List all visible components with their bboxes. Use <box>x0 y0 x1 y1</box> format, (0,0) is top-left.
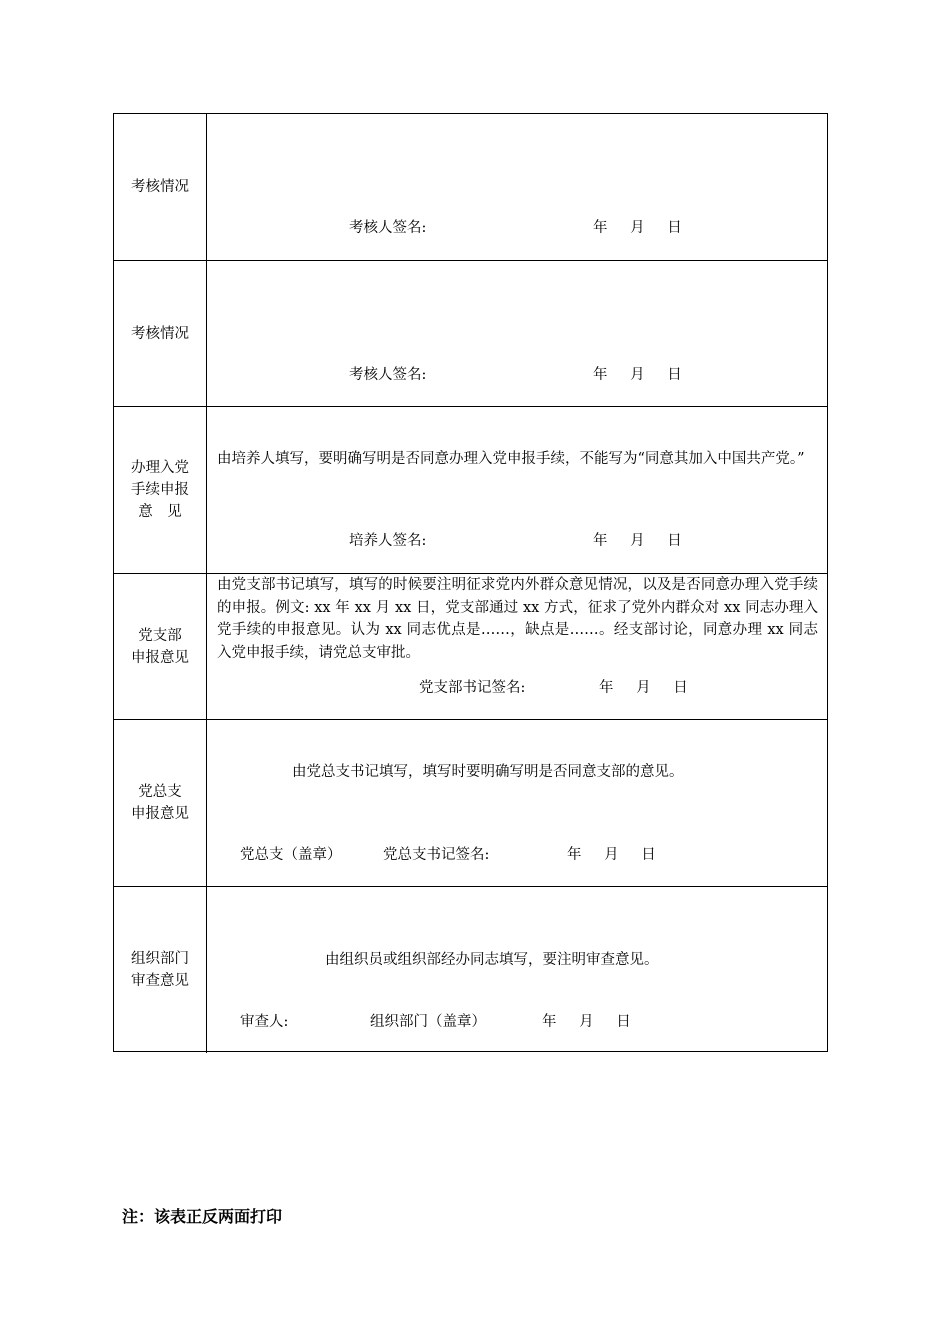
row-label <box>114 887 207 1053</box>
review-row-1 <box>114 114 827 260</box>
date-label: 年 月 日 <box>593 533 682 549</box>
label-line: 意 见 <box>138 504 182 520</box>
date-label: 年 月 日 <box>542 1014 631 1030</box>
date-label: 年 月 日 <box>593 367 682 383</box>
instruction-text: 由组织员或组织部经办同志填写，要注明审查意见。 <box>325 952 659 968</box>
label-line: 申报意见 <box>131 806 189 822</box>
organization-stamp-label: 组织部门（盖章） <box>370 1014 486 1030</box>
label-line: 考核情况 <box>131 325 189 342</box>
content-cell <box>207 114 827 260</box>
general-secretary-signature-label: 党总支书记签名: <box>383 847 490 863</box>
content-cell <box>207 407 827 573</box>
application-form-table <box>113 113 828 1052</box>
general-branch-stamp-label: 党总支（盖章） <box>240 847 342 863</box>
label-line: 组织部门 <box>131 951 189 967</box>
label-line: 考核情况 <box>131 179 189 195</box>
general-branch-opinion-row <box>114 719 827 886</box>
reviewer-signature-label: 考核人签名: <box>349 367 427 383</box>
label-line: 党总支 <box>138 784 182 800</box>
branch-secretary-signature-label: 党支部书记签名: <box>419 680 526 696</box>
content-cell <box>207 261 827 406</box>
organization-review-row <box>114 886 827 1053</box>
label-line: 手续申报 <box>131 482 189 498</box>
content-cell <box>207 887 827 1053</box>
row-label <box>114 720 207 886</box>
row-label <box>114 114 207 260</box>
date-label: 年 月 日 <box>567 847 656 863</box>
content-cell <box>207 574 827 719</box>
date-label: 年 月 日 <box>599 680 688 696</box>
label-line: 办理入党 <box>131 460 189 476</box>
instruction-text: 由培养人填写，要明确写明是否同意办理入党申报手续，不能写为“同意其加入中国共产党。” <box>217 451 805 467</box>
sponsor-opinion-row <box>114 406 827 573</box>
date-label: 年 月 日 <box>593 220 682 236</box>
label-line: 党支部 <box>138 627 182 644</box>
instruction-text: 由党支部书记填写，填写的时候要注明征求党内外群众意见情况，以及是否同意办理入党手续的申报。例文: xx 年 xx 月 xx 日，党支部通过 xx 方式，征求了党外内群众对 xx 同志办理入党手续的申报意见。认为 xx 同志优点是……，缺点是……。经支部讨论，同意办理 xx 同志入党申报手续，请党总支审批。 <box>217 577 818 661</box>
instruction-text: 由党总支书记填写，填写时要明确写明是否同意支部的意见。 <box>292 764 684 780</box>
row-label <box>114 574 207 719</box>
label-line: 申报意见 <box>131 649 189 666</box>
sponsor-signature-label: 培养人签名: <box>349 533 427 549</box>
reviewer-label: 审查人: <box>240 1014 289 1030</box>
review-row-2 <box>114 260 827 406</box>
row-label <box>114 261 207 406</box>
print-note: 注：该表正反两面打印 <box>122 1207 283 1226</box>
branch-opinion-row <box>114 573 827 719</box>
reviewer-signature-label: 考核人签名: <box>349 220 427 236</box>
label-line: 审查意见 <box>131 973 189 989</box>
content-cell <box>207 720 827 886</box>
row-label <box>114 407 207 573</box>
